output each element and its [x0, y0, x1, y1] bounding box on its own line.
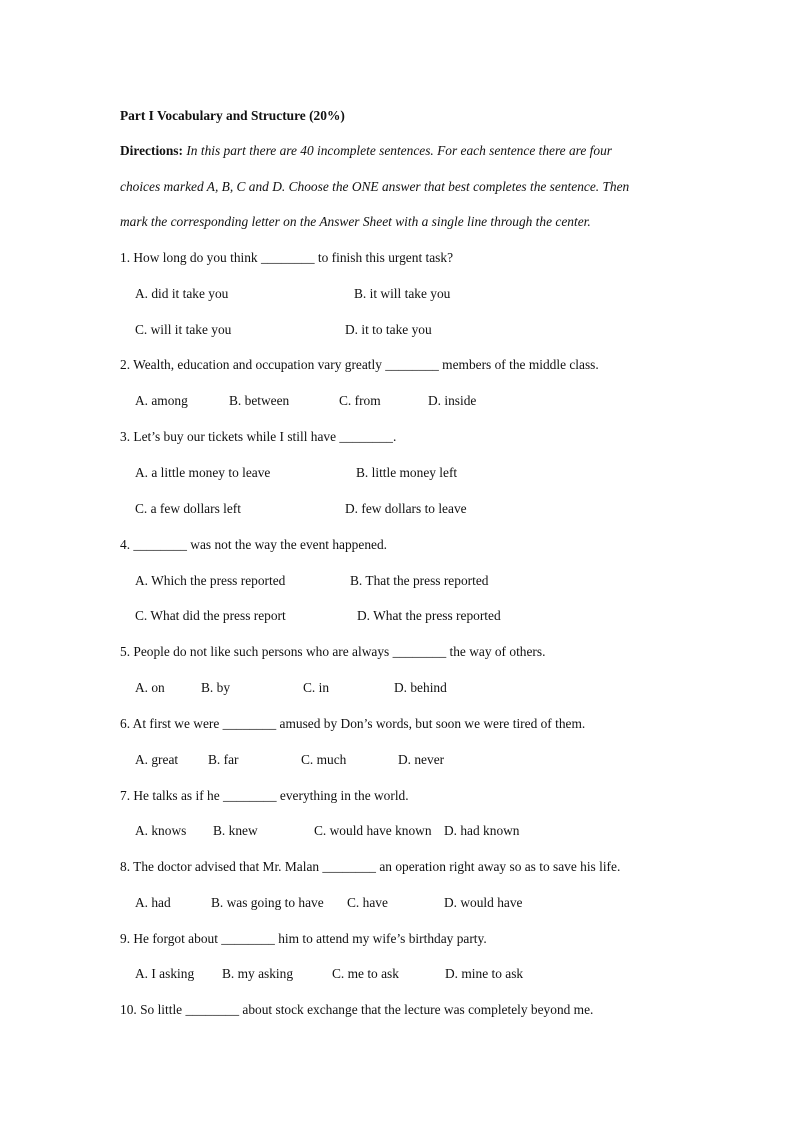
question-1-option-c[interactable]: C. will it take you — [135, 322, 232, 337]
question-3-option-b[interactable]: B. little money left — [356, 465, 458, 480]
question-2-option-d[interactable]: D. inside — [428, 393, 477, 408]
question-6-options-row — [0, 752, 800, 768]
part-title: Part I Vocabulary and Structure (20%) — [120, 108, 345, 123]
question-3-options-row-2 — [0, 501, 800, 517]
question-9-options-row — [0, 966, 800, 982]
question-2-stem: 2. Wealth, education and occupation vary greatly ________ members of the middle class. — [120, 357, 599, 372]
question-7-option-d[interactable]: D. had known — [444, 823, 520, 838]
question-4-option-b[interactable]: B. That the press reported — [350, 573, 489, 588]
question-5-option-b[interactable]: B. by — [201, 680, 231, 695]
question-4-option-a[interactable]: A. Which the press reported — [135, 573, 286, 588]
question-1-option-d[interactable]: D. it to take you — [345, 322, 432, 337]
question-8-option-c[interactable]: C. have — [347, 895, 388, 910]
question-2-option-c[interactable]: C. from — [339, 393, 381, 408]
question-6-stem: 6. At first we were ________ amused by Don’s words, but soon we were tired of them. — [120, 716, 586, 731]
question-5-option-d[interactable]: D. behind — [394, 680, 447, 695]
question-1-option-b[interactable]: B. it will take you — [354, 286, 451, 301]
question-9-stem: 9. He forgot about ________ him to attend my wife’s birthday party. — [120, 931, 487, 946]
question-5-stem: 5. People do not like such persons who are always ________ the way of others. — [120, 644, 546, 659]
question-5-option-c[interactable]: C. in — [303, 680, 330, 695]
question-9-option-c[interactable]: C. me to ask — [332, 966, 399, 981]
question-4-options-row-2 — [0, 608, 800, 624]
question-7-option-b[interactable]: B. knew — [213, 823, 258, 838]
question-4-stem: 4. ________ was not the way the event happened. — [120, 537, 388, 552]
directions-text-3: mark the corresponding letter on the Answer Sheet with a single line through the center. — [120, 214, 591, 229]
question-3-option-c[interactable]: C. a few dollars left — [135, 501, 241, 516]
directions-label: Directions: — [120, 143, 183, 158]
directions-text-1: In this part there are 40 incomplete sentences. For each sentence there are four — [186, 143, 612, 158]
question-6-option-b[interactable]: B. far — [208, 752, 239, 767]
question-3-option-d[interactable]: D. few dollars to leave — [345, 501, 467, 516]
question-2-option-a[interactable]: A. among — [135, 393, 188, 408]
question-8-stem: 8. The doctor advised that Mr. Malan ________ an operation right away so as to save his life. — [120, 859, 621, 874]
question-8-option-d[interactable]: D. would have — [444, 895, 523, 910]
question-2-options-row — [0, 393, 800, 409]
question-6-option-d[interactable]: D. never — [398, 752, 445, 767]
question-6-option-a[interactable]: A. great — [135, 752, 179, 767]
question-7-options-row — [0, 823, 800, 839]
question-8-options-row — [0, 895, 800, 911]
question-4-option-d[interactable]: D. What the press reported — [357, 608, 501, 623]
question-1-option-a[interactable]: A. did it take you — [135, 286, 229, 301]
directions-line-1 — [120, 143, 612, 159]
question-4-options-row-1 — [0, 573, 800, 589]
question-1-options-row-2 — [0, 322, 800, 338]
question-1-options-row-1 — [0, 286, 800, 302]
question-9-option-b[interactable]: B. my asking — [222, 966, 294, 981]
question-7-option-c[interactable]: C. would have known — [314, 823, 432, 838]
question-7-stem: 7. He talks as if he ________ everything in the world. — [120, 788, 409, 803]
directions-text-2: choices marked A, B, C and D. Choose the ONE answer that best completes the sentence. Then — [120, 179, 630, 194]
question-4-option-c[interactable]: C. What did the press report — [135, 608, 286, 623]
question-9-option-d[interactable]: D. mine to ask — [445, 966, 524, 981]
question-8-option-b[interactable]: B. was going to have — [211, 895, 324, 910]
question-3-options-row-1 — [0, 465, 800, 481]
question-5-option-a[interactable]: A. on — [135, 680, 165, 695]
question-8-option-a[interactable]: A. had — [135, 895, 171, 910]
question-5-options-row — [0, 680, 800, 696]
question-1-stem: 1. How long do you think ________ to finish this urgent task? — [120, 250, 454, 265]
question-2-option-b[interactable]: B. between — [229, 393, 290, 408]
question-3-stem: 3. Let’s buy our tickets while I still have ________. — [120, 429, 397, 444]
question-6-option-c[interactable]: C. much — [301, 752, 347, 767]
question-7-option-a[interactable]: A. knows — [135, 823, 187, 838]
question-3-option-a[interactable]: A. a little money to leave — [135, 465, 271, 480]
question-9-option-a[interactable]: A. I asking — [135, 966, 195, 981]
question-10-stem: 10. So little ________ about stock exchange that the lecture was completely beyond me. — [120, 1002, 594, 1017]
